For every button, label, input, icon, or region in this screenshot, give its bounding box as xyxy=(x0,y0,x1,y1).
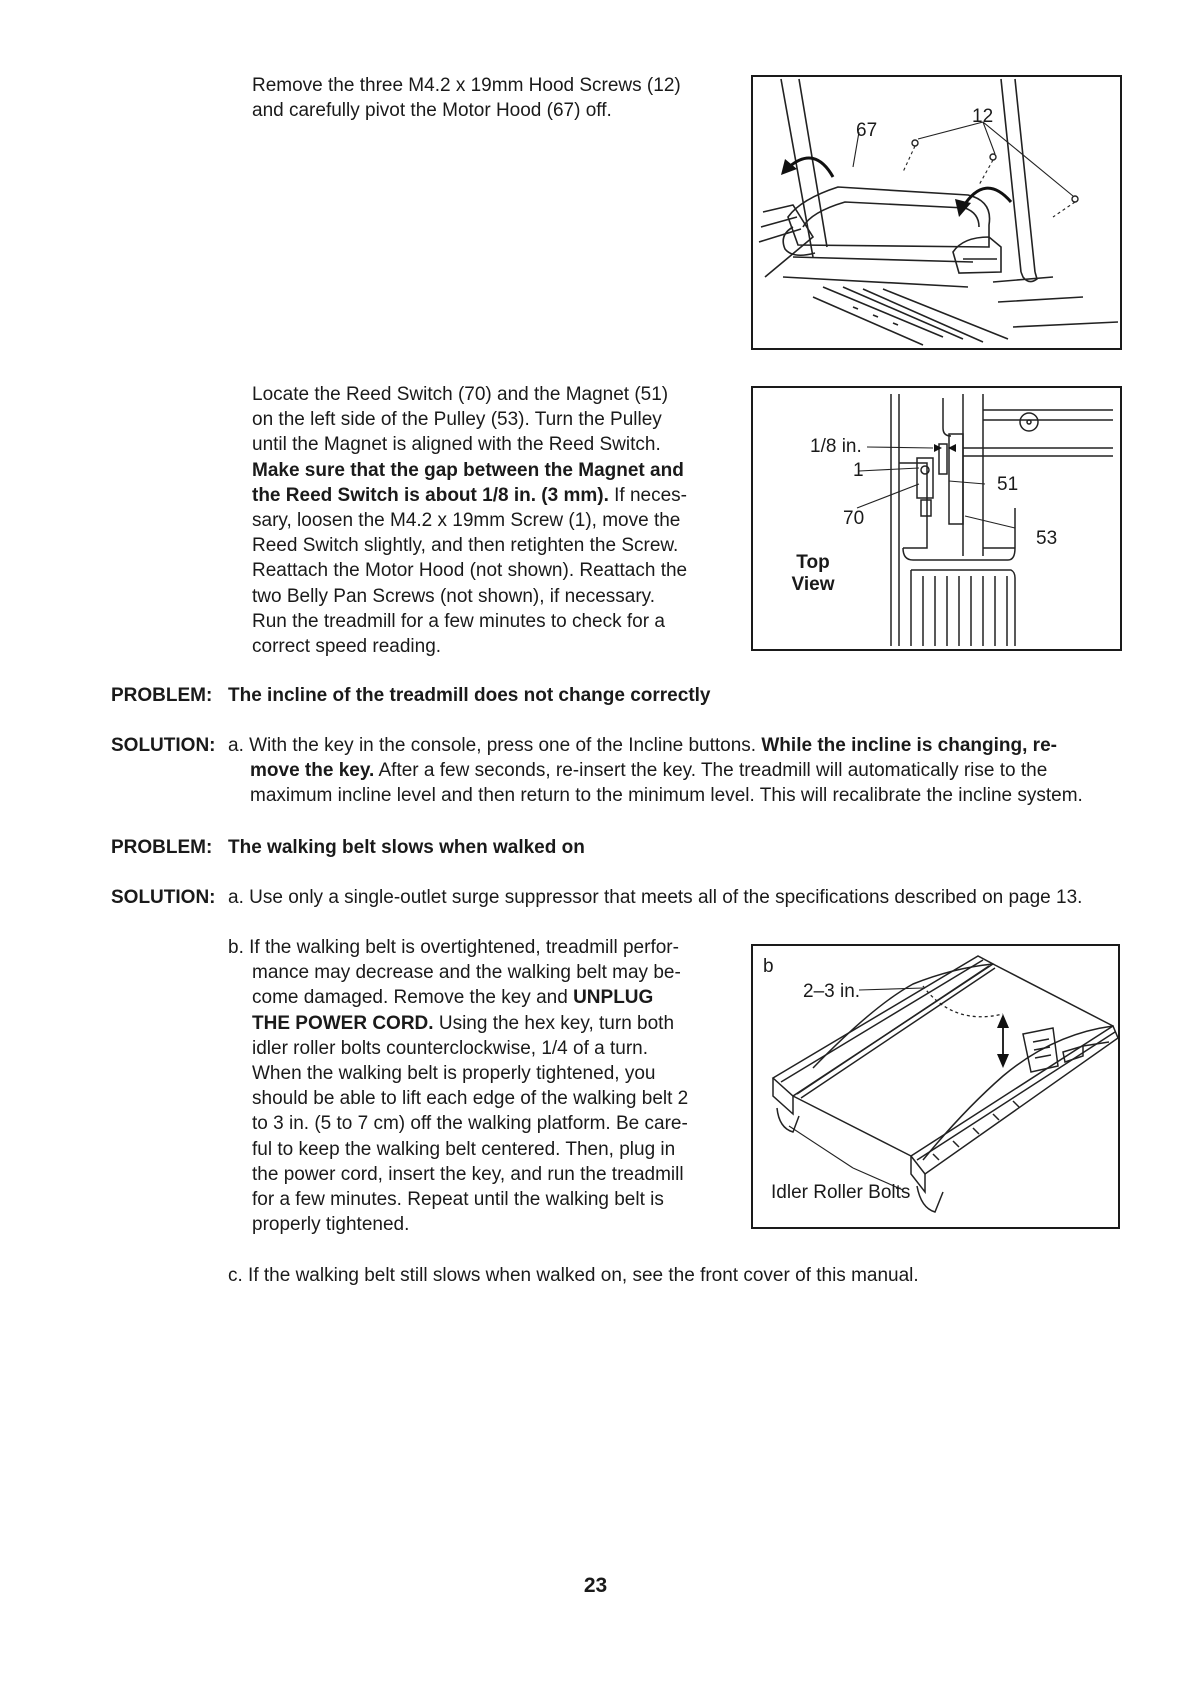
step-b-warning: UNPLUG xyxy=(573,987,654,1009)
step2-line: Locate the Reed Switch (70) and the Magnet (51) xyxy=(252,384,669,405)
screws-callout: 12 xyxy=(972,106,994,127)
walking-belt-figure xyxy=(751,944,1120,1229)
problem-heading xyxy=(111,683,212,708)
step-b-line: b. If the walking belt is overtightened, treadmill perfor- xyxy=(228,937,679,958)
step-b-line: When the walking belt is properly tightened, you xyxy=(252,1063,656,1085)
step-b-line: for a few minutes. Repeat until the walking belt is xyxy=(252,1189,664,1211)
solution-label: SOLUTION: xyxy=(111,735,216,756)
step2-line: Reattach the Motor Hood (not shown). Reattach the xyxy=(252,560,688,582)
step-b-line: mance may decrease and the walking belt may be- xyxy=(252,962,681,984)
step2-warning: Make sure that the gap between the Magnet and xyxy=(252,459,684,481)
step2-line: two Belly Pan Screws (not shown), if necessary. xyxy=(252,585,656,607)
solution1-text xyxy=(228,733,1148,809)
solution1-text-part: a. With the key in the console, press one of the Incline buttons. xyxy=(228,735,762,756)
step1-line: Remove the three M4.2 x 19mm Hood Screws (12) xyxy=(252,75,681,96)
solution-label: SOLUTION: xyxy=(111,887,216,908)
step2-line: until the Magnet is aligned with the Reed Switch. xyxy=(252,434,661,456)
step2-warning: the Reed Switch is about 1/8 in. (3 mm). xyxy=(252,484,609,506)
solution1-warning: move the key. xyxy=(250,760,375,782)
step2-line: correct speed reading. xyxy=(252,636,442,658)
motor-hood-drawing xyxy=(753,77,1120,348)
problem-title: The incline of the treadmill does not change correctly xyxy=(228,685,711,706)
step2-line: Run the treadmill for a few minutes to check for a xyxy=(252,610,665,632)
reed-switch-callout: 70 xyxy=(843,508,865,529)
step-b-line xyxy=(228,1011,728,1036)
step2-instructions xyxy=(252,382,732,659)
hood-callout: 67 xyxy=(856,120,878,141)
step2-line xyxy=(252,458,732,483)
step2-line: sary, loosen the M4.2 x 19mm Screw (1), move the xyxy=(252,510,681,532)
step2-line: Reed Switch slightly, and then retighten the Screw. xyxy=(252,535,679,557)
step2-line xyxy=(252,483,732,508)
view-caption-line: Top xyxy=(796,552,830,573)
motor-hood-figure xyxy=(751,75,1122,350)
problem-heading xyxy=(111,835,212,860)
step1-instructions xyxy=(252,73,722,123)
step-b-warning: THE POWER CORD. xyxy=(252,1012,434,1034)
problem-label: PROBLEM: xyxy=(111,837,213,858)
solution1-text-part: After a few seconds, re-insert the key. The treadmill will automatically rise to the xyxy=(374,760,1048,782)
step-b-text: Using the hex key, turn both xyxy=(433,1012,675,1034)
step-b-line: to 3 in. (5 to 7 cm) off the walking platform. Be care- xyxy=(252,1113,688,1135)
solution1-warning: While the incline is changing, re- xyxy=(761,735,1057,756)
solution2-step-b xyxy=(228,935,728,1237)
solution2-step-c: c. If the walking belt still slows when walked on, see the front cover of this manual. xyxy=(228,1265,919,1286)
step1-line: and carefully pivot the Motor Hood (67) off. xyxy=(252,100,612,122)
solution1-line xyxy=(228,758,1148,783)
step-b-line: idler roller bolts counterclockwise, 1/4 of a turn. xyxy=(252,1037,649,1059)
problem-title: The walking belt slows when walked on xyxy=(228,837,585,858)
belt-lift-callout: 2–3 in. xyxy=(803,981,861,1002)
solution2-step-a: a. Use only a single-outlet surge suppressor that meets all of the specifications described on page 13. xyxy=(228,887,1083,908)
problem-label: PROBLEM: xyxy=(111,685,213,706)
step-b-line: the power cord, insert the key, and run the treadmill xyxy=(252,1163,684,1185)
step-b-line: properly tightened. xyxy=(252,1214,410,1236)
view-caption xyxy=(783,552,843,596)
reed-switch-figure xyxy=(751,386,1122,651)
view-caption-line: View xyxy=(791,574,835,595)
step-b-line: ful to keep the walking belt centered. Then, plug in xyxy=(252,1138,676,1160)
step-b-line xyxy=(228,985,728,1010)
screw-callout: 1 xyxy=(853,460,864,481)
figure-letter: b xyxy=(763,956,774,977)
step-b-line: should be able to lift each edge of the walking belt 2 xyxy=(252,1088,689,1110)
gap-callout: 1/8 in. xyxy=(810,436,862,457)
step2-text: If neces- xyxy=(608,484,687,506)
step-b-text: come damaged. Remove the key and xyxy=(252,987,574,1009)
pulley-callout: 53 xyxy=(1036,528,1058,549)
magnet-callout: 51 xyxy=(997,474,1019,495)
solution1-line: maximum incline level and then return to the minimum level. This will recalibrate the incline system. xyxy=(250,785,1083,807)
solution1-line xyxy=(228,733,1148,758)
reed-switch-drawing xyxy=(753,388,1120,649)
page-number: 23 xyxy=(583,1574,608,1597)
idler-roller-bolts-callout: Idler Roller Bolts xyxy=(771,1182,911,1203)
step2-line: on the left side of the Pulley (53). Turn the Pulley xyxy=(252,409,662,431)
